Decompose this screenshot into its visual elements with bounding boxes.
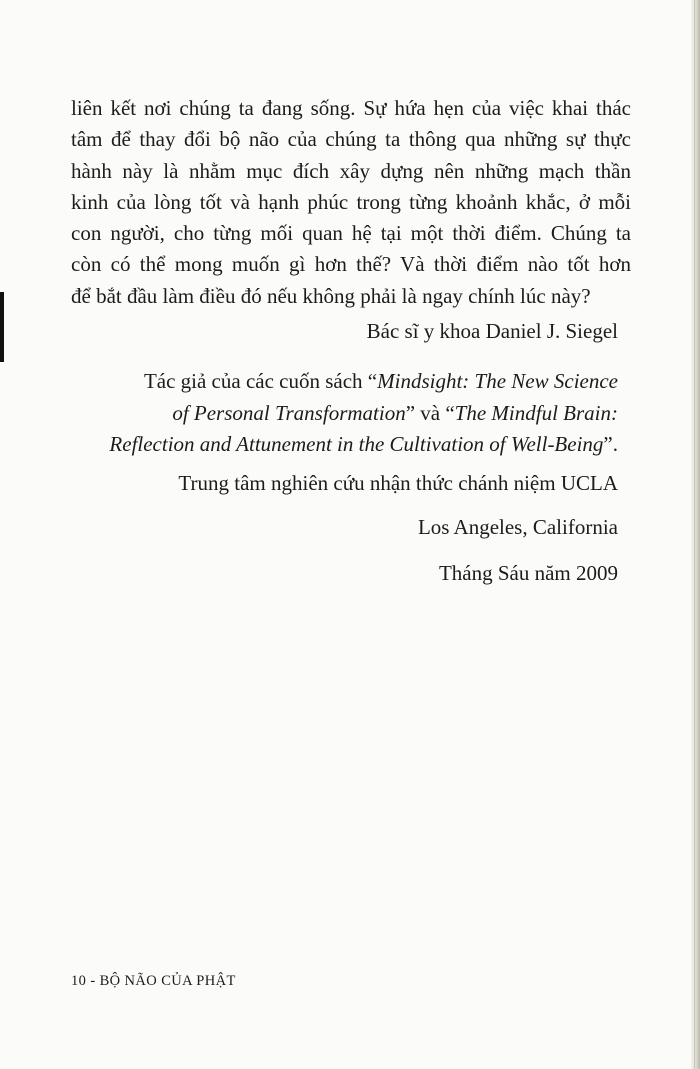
location: Los Angeles, California — [417, 515, 618, 539]
book-title-italic: The Mindful Brain: — [454, 400, 618, 425]
body-line: còn có thể mong muốn gì hơn thế? Và thời điểm nào tốt hơn — [71, 252, 631, 277]
book-title-italic: of Personal Transformation — [172, 400, 406, 425]
footer-separator: - — [86, 973, 100, 989]
page-edge-line — [694, 0, 695, 1069]
page-footer — [71, 973, 236, 990]
scan-edge-mark — [0, 292, 4, 362]
author-name: Bác sĩ y khoa Daniel J. Siegel — [366, 319, 618, 343]
date: Tháng Sáu năm 2009 — [438, 561, 618, 585]
description-line — [109, 398, 618, 430]
body-line: kinh của lòng tốt và hạnh phúc trong từng khoảnh khắc, ở mỗi — [71, 189, 631, 214]
body-line: tâm để thay đổi bộ não của chúng ta thông qua những sự thực — [71, 127, 631, 152]
description-line — [109, 366, 618, 398]
description-text: ”. — [603, 432, 618, 456]
running-book-title: BỘ NÃO CỦA PHẬT — [99, 973, 236, 989]
author-description — [109, 366, 618, 461]
book-title-italic: Reflection and Attunement in the Cultivation of Well-Being — [109, 432, 604, 456]
page-edge — [691, 0, 700, 1069]
body-paragraph — [71, 93, 631, 312]
body-line: liên kết nơi chúng ta đang sống. Sự hứa hẹn của việc khai thác — [71, 96, 631, 120]
book-title-italic: Mindsight: The New Science — [377, 369, 618, 393]
description-line — [109, 429, 618, 461]
body-line: để bắt đầu làm điều đó nếu không phải là ngay chính lúc này? — [71, 283, 591, 308]
affiliation: Trung tâm nghiên cứu nhận thức chánh niệm UCLA — [178, 471, 618, 495]
body-line: con người, cho từng mối quan hệ tại một thời điểm. Chúng ta — [71, 221, 631, 246]
description-text: ” và “ — [405, 400, 455, 425]
description-text: Tác giả của các cuốn sách “ — [143, 369, 378, 393]
body-line: hành này là nhằm mục đích xây dựng nên những mạch thần — [71, 158, 631, 183]
page-number: 10 — [71, 973, 87, 989]
